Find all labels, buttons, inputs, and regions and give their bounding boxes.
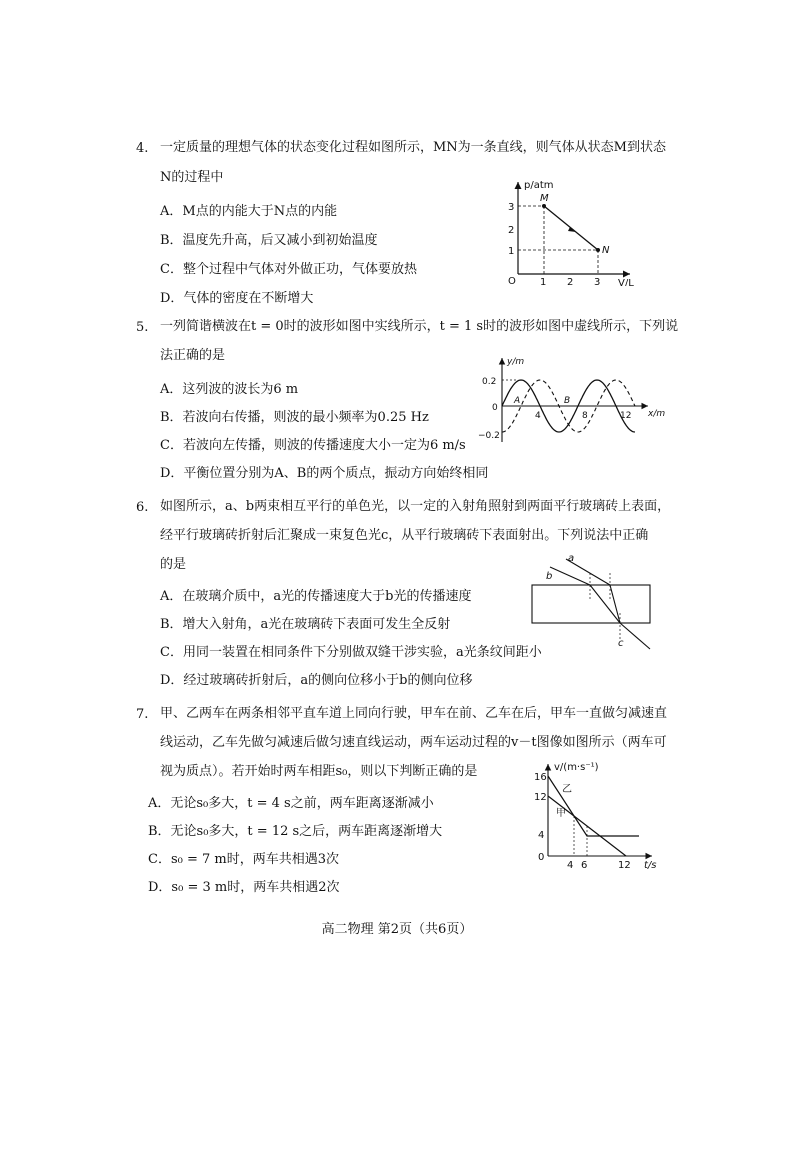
origin-label: 0 (538, 852, 545, 863)
vt-graph (534, 760, 674, 872)
glass-slab (532, 585, 650, 623)
option-c: C．若波向左传播，则波的传播速度大小一定为6 m/s (160, 438, 466, 453)
x-tick-label: 8 (582, 411, 588, 421)
page-footer: 高二物理 第2页（共6页） (321, 922, 473, 937)
question-number: 5. (136, 320, 149, 335)
option-c: C．整个过程中气体对外做正功，气体要放热 (160, 262, 417, 277)
option-b: B．温度先升高，后又减小到初始温度 (160, 233, 378, 248)
y-tick-label: 12 (534, 792, 547, 803)
x-axis-label: V/L (618, 278, 634, 286)
option-b: B．若波向右传播，则波的最小频率为0.25 Hz (160, 410, 429, 425)
x-tick-label: 2 (567, 277, 574, 286)
y-axis-label: v/(m·s⁻¹) (554, 762, 599, 773)
y-tick-label: 1 (508, 246, 515, 257)
label-yi: 乙 (562, 784, 572, 795)
ray-c-exit (620, 623, 650, 649)
question-stem-line: 经平行玻璃砖折射后汇聚成一束复色光c，从平行玻璃砖下表面射出。下列说法中正确 (160, 528, 649, 543)
option-b: B．增大入射角，a光在玻璃砖下表面可发生全反射 (160, 617, 451, 632)
y-axis-label: y/m (507, 357, 525, 367)
y-tick-label: 0.2 (482, 377, 497, 387)
question-stem-line: 线运动，乙车先做匀减速后做匀速直线运动，两车运动过程的v－t图像如图所示（两车可 (160, 735, 667, 750)
option-d: D．s₀ = 3 m时，两车共相遇2次 (148, 880, 340, 895)
option-d: D．平衡位置分别为A、B的两个质点，振动方向始终相同 (160, 466, 489, 481)
x-tick-label: 12 (618, 860, 631, 871)
question-number: 6. (136, 500, 149, 515)
option-b: B．无论s₀多大，t = 12 s之后，两车距离逐渐增大 (148, 824, 443, 839)
x-tick-label: 4 (535, 411, 541, 421)
y-tick-label: 2 (508, 225, 515, 236)
point-n-label: N (602, 245, 610, 256)
y-tick-label: 3 (508, 202, 515, 213)
origin-label: O (508, 276, 516, 286)
question-stem-line: 法正确的是 (160, 348, 226, 363)
x-tick-label: 6 (581, 860, 588, 871)
y-tick-label: 16 (534, 772, 547, 783)
label-b: b (546, 571, 553, 582)
option-d: D．气体的密度在不断增大 (160, 291, 314, 306)
y-axis-label: p/atm (524, 180, 554, 191)
origin-label: 0 (492, 403, 498, 413)
direction-arrow (568, 227, 576, 232)
point-m (542, 204, 546, 208)
point-m-label: M (540, 193, 549, 204)
label-jia: 甲 (556, 808, 566, 819)
question-stem-line: 的是 (160, 557, 187, 572)
point-n (596, 248, 600, 252)
option-c: C．s₀ = 7 m时，两车共相遇3次 (148, 852, 339, 867)
pv-diagram (500, 176, 650, 286)
question-number: 4. (136, 141, 149, 156)
x-axis-label: x/m (648, 409, 666, 419)
question-stem-line: 甲、乙两车在两条相邻平直车道上同向行驶，甲车在前、乙车在后，甲车一直做匀减速直 (160, 706, 668, 721)
option-a: A．M点的内能大于N点的内能 (160, 204, 338, 219)
question-stem-line: 如图所示，a、b两束相互平行的单色光，以一定的入射角照射到两面平行玻璃砖上表面， (160, 499, 671, 514)
point-b-label: B (564, 396, 571, 406)
option-a: A．在玻璃介质中，a光的传播速度大于b光的传播速度 (160, 589, 472, 604)
label-a: a (568, 553, 575, 564)
y-tick-label: 4 (538, 830, 545, 841)
x-tick-label: 3 (594, 277, 601, 286)
question-stem-line: 一定质量的理想气体的状态变化过程如图所示，MN为一条直线，则气体从状态M到状态 (160, 140, 666, 155)
x-tick-label: 4 (567, 860, 574, 871)
question-stem-line: 一列简谐横波在t = 0时的波形如图中实线所示，t = 1 s时的波形如图中虚线所示，下列说 (160, 319, 679, 334)
option-c: C．用同一装置在相同条件下分别做双缝干涉实验，a光条纹间距小 (160, 645, 542, 660)
x-tick-label: 12 (620, 411, 632, 421)
label-c: c (618, 638, 624, 649)
x-axis-label: t/s (644, 860, 657, 871)
y-tick-label: −0.2 (478, 431, 500, 441)
point-a-label: A (514, 396, 521, 406)
wave-diagram (476, 354, 676, 446)
option-a: A．这列波的波长为6 m (160, 382, 299, 397)
x-tick-label: 1 (540, 277, 547, 286)
option-d: D．经过玻璃砖折射后，a的侧向位移小于b的侧向位移 (160, 673, 473, 688)
question-stem-line: 视为质点）。若开始时两车相距s₀，则以下判断正确的是 (160, 764, 478, 779)
option-a: A．无论s₀多大，t = 4 s之前，两车距离逐渐减小 (148, 796, 434, 811)
question-number: 7. (136, 707, 149, 722)
question-stem-line: N的过程中 (160, 170, 224, 185)
glass-slab-diagram (528, 553, 658, 653)
